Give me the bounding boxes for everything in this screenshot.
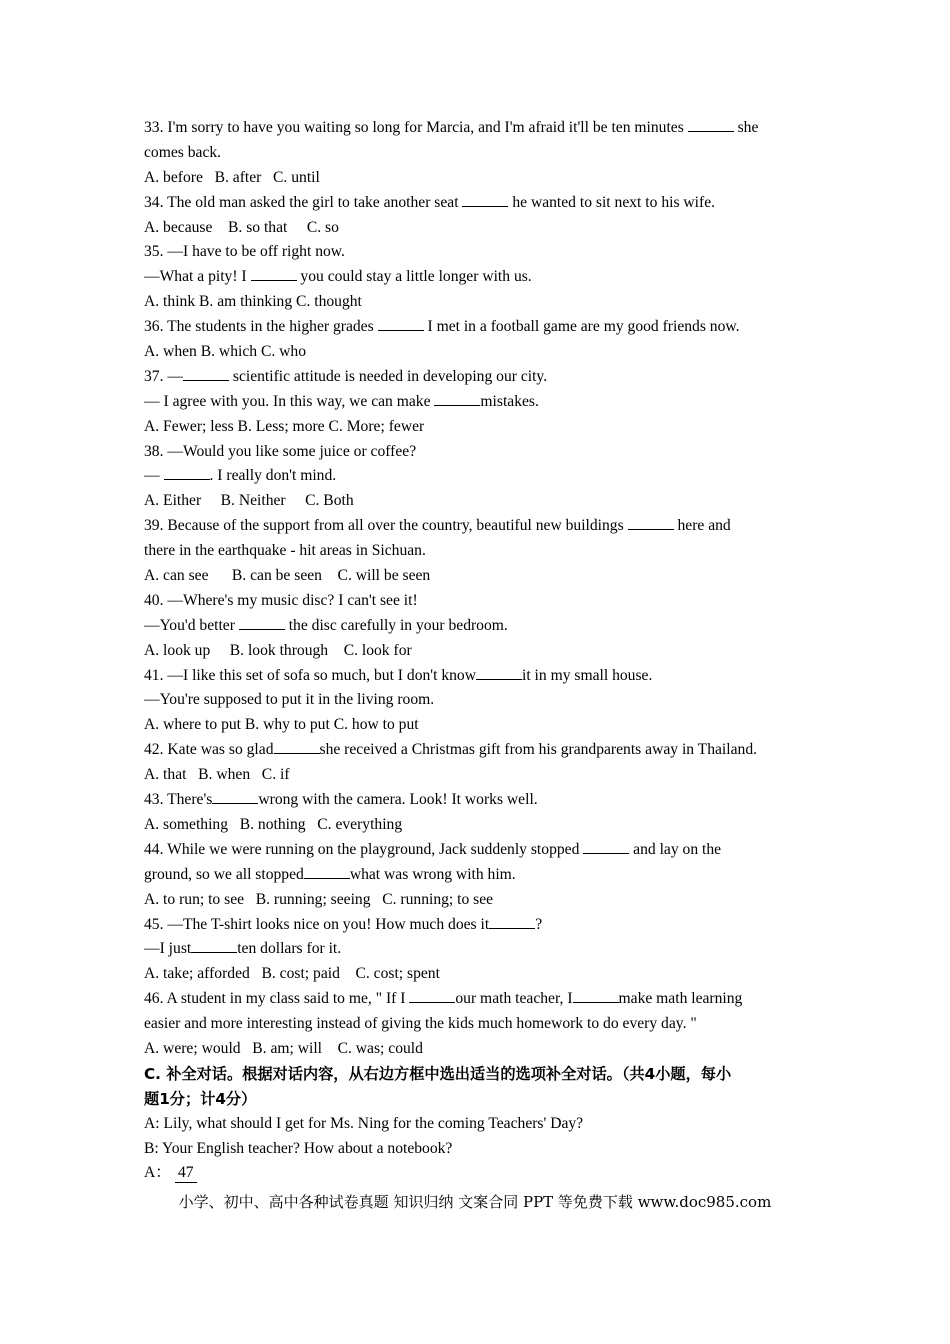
answer-blank [304, 864, 350, 879]
q42-options [144, 763, 804, 788]
q46-stem [144, 987, 804, 1012]
line-text: wrong with the camera. Look! It works well. [258, 791, 538, 809]
q40-options [144, 639, 804, 664]
line-text: — [144, 467, 164, 485]
line-text: A: Lily, what should I get for Ms. Ning for the coming Teachers' Day? [144, 1114, 584, 1132]
line-text: it in my small house. [521, 666, 653, 684]
line-text: B: Your English teacher? How about a notebook? [144, 1139, 453, 1157]
line-text: scientific attitude is needed in developing our city. [228, 367, 548, 385]
line-text: 33. I'm sorry to have you waiting so long for Marcia, and I'm afraid it'll be ten minutes [144, 119, 688, 136]
line-text: you could stay a little longer with us. [296, 268, 532, 286]
line-text: ? [535, 915, 543, 933]
exam-content [144, 116, 804, 1186]
line-text: A. were; would B. am; will C. was; could [144, 1039, 423, 1057]
section-c-heading [144, 1062, 804, 1087]
q45-options [144, 962, 804, 987]
q41-options [144, 713, 804, 738]
line-text: 分） [225, 1089, 257, 1108]
q37-stem [144, 365, 804, 390]
q33-stem [144, 116, 804, 141]
line-text: 36. The students in the higher grades [144, 318, 378, 336]
q35-options [144, 290, 804, 315]
answer-blank [688, 117, 734, 132]
answer-blank [239, 615, 285, 630]
answer-blank [183, 366, 229, 381]
q38-stem [144, 440, 804, 465]
line-text: A： [144, 1164, 175, 1182]
line-text: —You'd better [144, 616, 239, 634]
q37-options [144, 415, 804, 440]
answer-blank [583, 839, 629, 854]
line-text: here and [673, 517, 731, 535]
q36-options [144, 340, 804, 365]
line-text: ten dollars for it. [237, 940, 342, 958]
q46-options [144, 1037, 804, 1062]
line-text: she [733, 119, 759, 136]
line-text: 34. The old man asked the girl to take another seat [144, 193, 463, 211]
line-text: —I just [144, 940, 192, 958]
q42-stem [144, 738, 804, 763]
q46-stem-cont [144, 1012, 804, 1037]
dialogue-line-a2 [144, 1161, 804, 1186]
answer-blank [628, 515, 674, 530]
line-text: 46. A student in my class said to me, " If I [144, 990, 410, 1008]
q37-reply [144, 390, 804, 415]
q39-options [144, 564, 804, 589]
line-text: there in the earthquake - hit areas in Sichuan. [144, 542, 426, 560]
line-text: 35. —I have to be off right now. [144, 243, 345, 261]
q45-stem [144, 913, 804, 938]
line-text: A. before B. after C. until [144, 168, 320, 186]
q34-stem [144, 191, 804, 216]
line-text: 41. —I like this set of sofa so much, but I don't know [144, 666, 476, 684]
q41-stem [144, 664, 804, 689]
answer-blank [274, 739, 320, 754]
line-text: our math teacher, I [455, 990, 573, 1008]
q33-options [144, 166, 804, 191]
q33-stem-cont [144, 141, 804, 166]
line-text: A. where to put B. why to put C. how to put [144, 716, 419, 734]
answer-blank [409, 988, 455, 1003]
line-text: 40. —Where's my music disc? I can't see it! [144, 591, 418, 609]
answer-blank [191, 938, 237, 953]
line-text: 38. —Would you like some juice or coffee? [144, 442, 417, 460]
answer-blank [489, 914, 535, 929]
line-text: 42. Kate was so glad [144, 741, 274, 759]
line-text: A. when B. which C. who [144, 343, 306, 361]
line-text: he wanted to sit next to his wife. [508, 193, 716, 211]
page-footer: 小学、初中、高中各种试卷真题 知识归纳 文案合同 PPT 等免费下载 www.doc985.com [178, 1193, 772, 1211]
answer-blank [251, 266, 297, 281]
line-text: C. 补全对话。根据对话内容，从右边方框中选出适当的选项补全对话。（共 [144, 1064, 645, 1083]
answer-blank [378, 316, 424, 331]
line-text: 37. — [144, 367, 183, 385]
answer-number: 47 [175, 1164, 197, 1183]
dialogue-line-b1 [144, 1137, 804, 1162]
answer-blank [573, 988, 619, 1003]
answer-blank [434, 391, 480, 406]
q40-reply [144, 614, 804, 639]
line-text: A. to run; to see B. running; seeing C. running; to see [144, 890, 494, 908]
q43-options [144, 813, 804, 838]
section-c-heading-cont [144, 1087, 804, 1112]
q39-stem-cont [144, 539, 804, 564]
q44-stem-cont [144, 863, 804, 888]
line-text: 小题，每小 [655, 1064, 732, 1083]
line-text: what was wrong with him. [349, 865, 516, 883]
line-text: the disc carefully in your bedroom. [284, 616, 508, 634]
line-text: . I really don't mind. [209, 467, 337, 485]
q44-options [144, 888, 804, 913]
line-text: 39. Because of the support from all over the country, beautiful new buildings [144, 517, 628, 535]
line-text: 1 [159, 1089, 170, 1108]
line-text: comes back. [144, 143, 222, 161]
q39-stem [144, 514, 804, 539]
line-text: A. that B. when C. if [144, 766, 290, 784]
answer-blank [212, 789, 258, 804]
line-text: 4 [644, 1064, 656, 1083]
dialogue-line-a1 [144, 1112, 804, 1137]
line-text: easier and more interesting instead of giving the kids much homework to do every day. " [144, 1015, 697, 1033]
q43-stem [144, 788, 804, 813]
line-text: A. because B. so that C. so [144, 218, 339, 236]
line-text: mistakes. [480, 392, 539, 410]
line-text: A. can see B. can be seen C. will be seen [144, 567, 431, 585]
line-text: A. think B. am thinking C. thought [144, 293, 362, 311]
line-text: — I agree with you. In this way, we can make [144, 392, 435, 410]
line-text: ground, so we all stopped [144, 865, 304, 883]
line-text: A. Either B. Neither C. Both [144, 492, 354, 510]
q35-stem [144, 240, 804, 265]
q36-stem [144, 315, 804, 340]
line-text: A. Fewer; less B. Less; more C. More; fewer [144, 417, 425, 435]
q34-options [144, 216, 804, 241]
line-text: 分；计 [169, 1089, 216, 1108]
line-text: 4 [215, 1089, 226, 1108]
q35-reply [144, 265, 804, 290]
answer-blank [164, 465, 210, 480]
line-text: make math learning [618, 990, 743, 1008]
answer-blank [476, 665, 522, 680]
line-text: 43. There's [144, 791, 213, 809]
q40-stem [144, 589, 804, 614]
line-text: 45. —The T-shirt looks nice on you! How much does it [144, 915, 490, 933]
q41-reply [144, 688, 804, 713]
q44-stem [144, 838, 804, 863]
q45-reply [144, 937, 804, 962]
line-text: I met in a football game are my good friends now. [423, 318, 740, 336]
line-text: and lay on the [629, 840, 722, 858]
q38-options [144, 489, 804, 514]
line-text: —You're supposed to put it in the living room. [144, 691, 435, 709]
line-text: A. something B. nothing C. everything [144, 815, 403, 833]
line-text: she received a Christmas gift from his grandparents away in Thailand. [319, 741, 758, 759]
line-text: —What a pity! I [144, 268, 251, 286]
line-text: 题 [144, 1089, 160, 1108]
line-text: 44. While we were running on the playground, Jack suddenly stopped [144, 840, 584, 858]
q38-reply [144, 464, 804, 489]
line-text: A. look up B. look through C. look for [144, 641, 412, 659]
line-text: A. take; afforded B. cost; paid C. cost; spent [144, 965, 440, 983]
answer-blank [462, 192, 508, 207]
